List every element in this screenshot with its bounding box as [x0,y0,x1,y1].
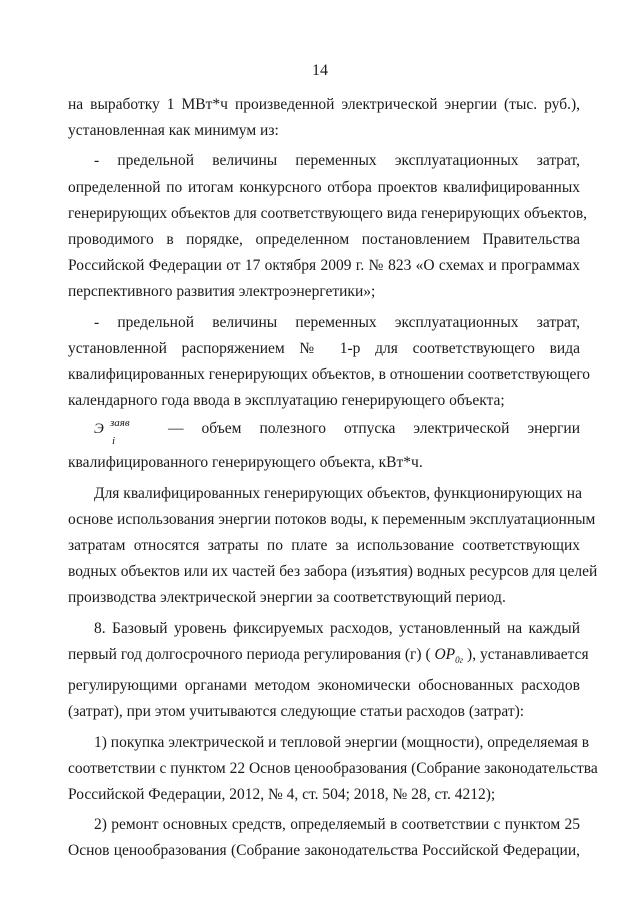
text-line: определенной по итогам конкурсного отбора проектов квалифицированных [68,178,580,196]
text-line: календарного года ввода в эксплуатацию генерирующего объекта; [68,392,505,410]
formula-e-line [68,414,580,450]
document-body [68,92,598,865]
text-line: 2) ремонт основных средств, определяемый в соответствии с пунктом 25 [94,816,580,834]
text-line-with-formula [68,642,589,673]
text-line: соответствии с пунктом 22 Основ ценообразования (Собрание законодательства [68,759,598,777]
formula-op-subscript: 0г [455,654,464,665]
text-line: Для квалифицированных генерирующих объектов, функционирующих на [94,484,582,502]
text-line: производства электрической энергии за соответствующий период. [68,589,506,607]
formula-op-symbol: OP [434,645,456,663]
formula-op [434,646,463,663]
text-line: установленной распоряжением № 1-р для соответствующего вида [68,339,580,357]
formula-e-superscript: заяв [110,417,130,430]
text-line: Российской Федерации, 2012, № 4, ст. 504; 2018, № 28, ст. 4212); [68,785,496,803]
text-line: регулирующими органами методом экономически обоснованных расходов [68,677,580,695]
text-line: (затрат), при этом учитываются следующие статьи расходов (затрат): [68,703,525,721]
text-line: квалифицированного генерирующего объекта, кВт*ч. [68,454,423,472]
text-line: 1) покупка электрической и тепловой энергии (мощности), определяемая в [94,733,590,751]
text-line: генерирующих объектов для соответствующего вида генерирующих объектов, [68,204,588,222]
text-line: основе использования энергии потоков воды, к переменным эксплуатационным [68,510,596,528]
text-line: - предельной величины переменных эксплуатационных затрат, [94,152,580,170]
page-number: 14 [312,62,328,79]
text-line: 8. Базовый уровень фиксируемых расходов, установленный на каждый [94,619,580,637]
formula-e-definition: — объем полезного отпуска электрической энергии [168,420,580,438]
formula-e-symbol: Э [94,421,104,438]
text-line: на выработку 1 МВт*ч произведенной электрической энергии (тыс. руб.), [68,96,580,113]
text-line: установленная как минимум из: [68,122,279,140]
text-line: водных объектов или их частей без забора (изъятия) водных ресурсов для целей [68,563,598,581]
text-fragment: ), устанавливается [467,645,589,663]
text-line: квалифицированных генерирующих объектов, в отношении соответствующего [68,366,591,384]
formula-e-subscript: i [112,435,116,448]
text-fragment: первый год долгосрочного периода регулирования (г) ( [68,645,431,663]
text-line: - предельной величины переменных эксплуатационных затрат, [94,313,580,331]
text-line: перспективного развития электроэнергетики»; [68,283,376,301]
text-line: Основ ценообразования (Собрание законодательства Российской Федерации, [68,842,580,860]
text-line: Российской Федерации от 17 октября 2009 г. № 823 «О схемах и программах [68,257,580,275]
text-line: проводимого в порядке, определенном постановлением Правительства [68,231,580,249]
text-line: затратам относятся затраты по плате за использование соответствующих [68,537,580,555]
